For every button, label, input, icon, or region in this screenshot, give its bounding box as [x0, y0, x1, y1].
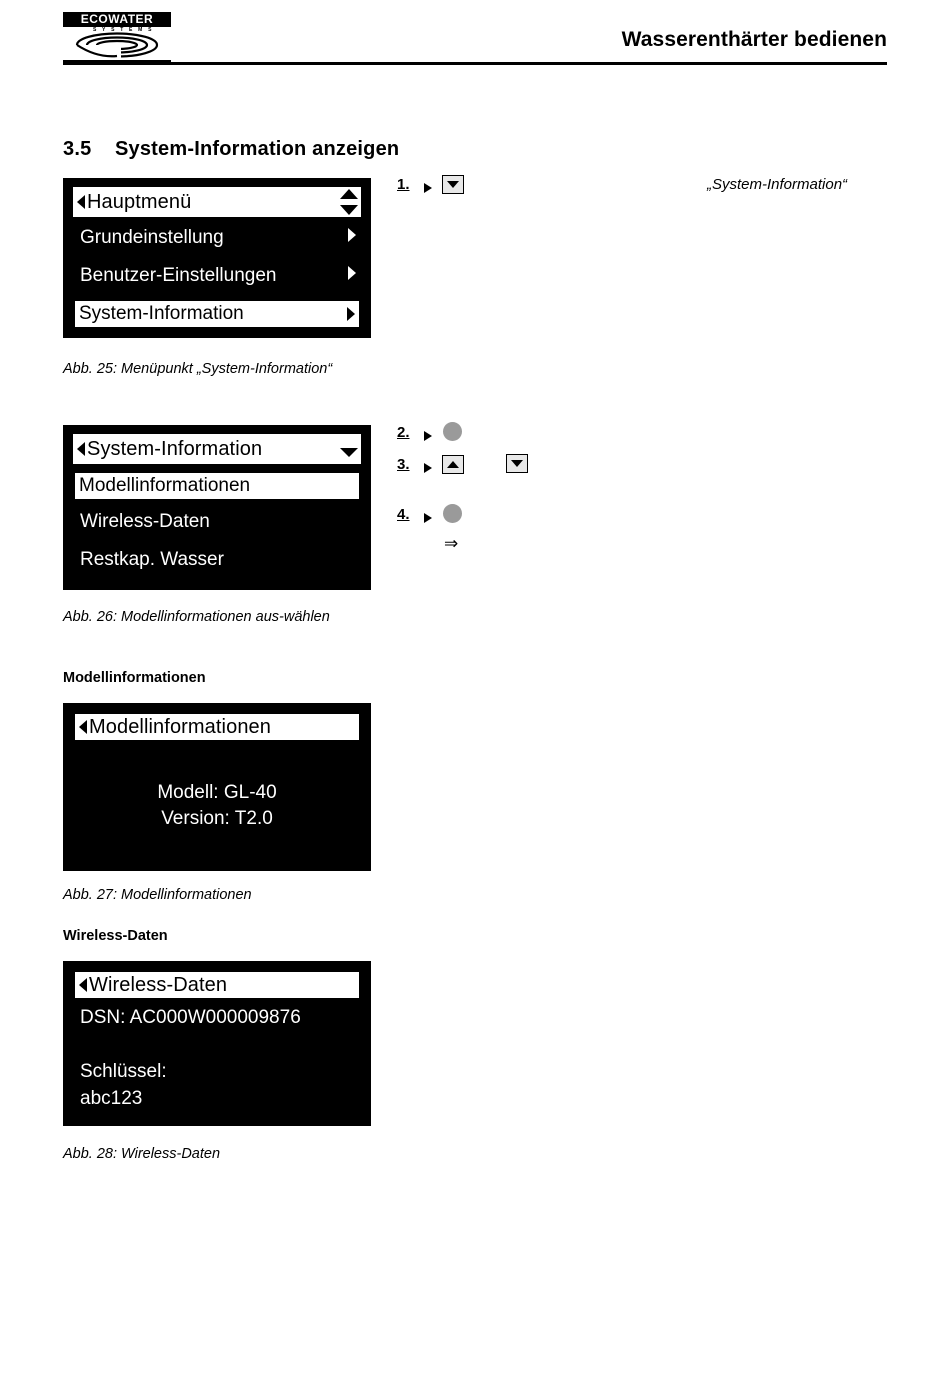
header-title: Wasserenthärter bedienen: [621, 28, 887, 51]
wireless-line-key-label: Schlüssel:: [80, 1061, 167, 1082]
lcd-title-text: System-Information: [87, 437, 263, 460]
page-header: [63, 10, 887, 62]
logo-swoosh-icon: [75, 32, 159, 58]
lcd-titlebar-system-information: [73, 434, 361, 464]
chevron-right-icon: [347, 307, 355, 321]
chevron-right-icon: [348, 226, 356, 248]
right-note-system-information: „System-Information“: [707, 176, 848, 193]
modelinfo-line-model: Modell: GL-40: [157, 782, 277, 803]
lcd-hauptmenue: [63, 178, 371, 338]
lcd-titlebar-wireless-daten: [73, 970, 361, 1000]
back-triangle-icon: [77, 195, 85, 209]
menu-item-grundeinstellung[interactable]: Grundeinstellung: [80, 227, 224, 248]
lcd-title-text: Hauptmenü: [87, 190, 192, 213]
select-button-key-2[interactable]: [443, 422, 462, 441]
label-modellinformationen: Modellinformationen: [63, 670, 206, 686]
down-button-key-1[interactable]: [442, 175, 464, 194]
step-1-number: 1.: [397, 176, 410, 193]
wireless-line-dsn: DSN: AC000W000009876: [80, 1007, 301, 1028]
scroll-arrows-icon: [340, 189, 358, 215]
ecowater-logo: [63, 12, 171, 62]
modelinfo-line-version: Version: T2.0: [161, 808, 273, 829]
back-triangle-icon: [79, 720, 87, 734]
up-button-key-3[interactable]: [442, 455, 464, 474]
section-heading: [63, 138, 399, 161]
chevron-right-icon: [348, 264, 356, 286]
lcd-titlebar-hauptmenue: [73, 187, 361, 217]
logo-subtext: S Y S T E M S: [93, 27, 154, 33]
back-triangle-icon: [79, 978, 87, 992]
caption-fig-25: Abb. 25: Menüpunkt „System-Information“: [63, 361, 333, 377]
lcd-titlebar-modellinformationen: [73, 712, 361, 742]
down-button-key-3[interactable]: [506, 454, 528, 473]
step-4-arrow-icon: [424, 513, 432, 523]
section-title: System-Information anzeigen: [115, 138, 400, 160]
sysinfo-item-wireless-daten[interactable]: Wireless-Daten: [80, 511, 210, 532]
menu-item-label: System-Information: [79, 303, 244, 324]
result-arrow-icon: ⇒: [444, 534, 459, 553]
select-button-key-4[interactable]: [443, 504, 462, 523]
step-4-number: 4.: [397, 506, 410, 523]
step-2-number: 2.: [397, 424, 410, 441]
sysinfo-item-restkap-wasser[interactable]: Restkap. Wasser: [80, 549, 224, 570]
sysinfo-item-label: Modellinformationen: [79, 475, 251, 496]
step-1-arrow-icon: [424, 183, 432, 193]
menu-item-system-information-selected[interactable]: [73, 299, 361, 329]
lcd-title-text: Wireless-Daten: [89, 973, 228, 996]
lcd-title-text: Modellinformationen: [89, 715, 271, 738]
caption-fig-27: Abb. 27: Modellinformationen: [63, 887, 252, 903]
sysinfo-item-modellinformationen-selected[interactable]: [73, 471, 361, 501]
section-number: 3.5: [63, 138, 92, 160]
label-wireless-daten: Wireless-Daten: [63, 928, 168, 944]
wireless-line-key-value: abc123: [80, 1088, 143, 1109]
step-3-arrow-icon: [424, 463, 432, 473]
step-3-number: 3.: [397, 456, 410, 473]
logo-wordmark: ECOWATER: [63, 12, 171, 27]
lcd-modellinformationen: [63, 703, 371, 871]
caption-fig-28: Abb. 28: Wireless-Daten: [63, 1146, 221, 1162]
scroll-down-arrow-icon: [340, 448, 358, 457]
menu-item-benutzer-einstellungen[interactable]: Benutzer-Einstellungen: [80, 265, 277, 286]
step-2-arrow-icon: [424, 431, 432, 441]
lcd-wireless-daten: [63, 961, 371, 1126]
header-divider: [63, 62, 887, 65]
back-triangle-icon: [77, 442, 85, 456]
caption-fig-26: Abb. 26: Modellinformationen aus-wählen: [63, 609, 330, 625]
lcd-system-information: [63, 425, 371, 590]
